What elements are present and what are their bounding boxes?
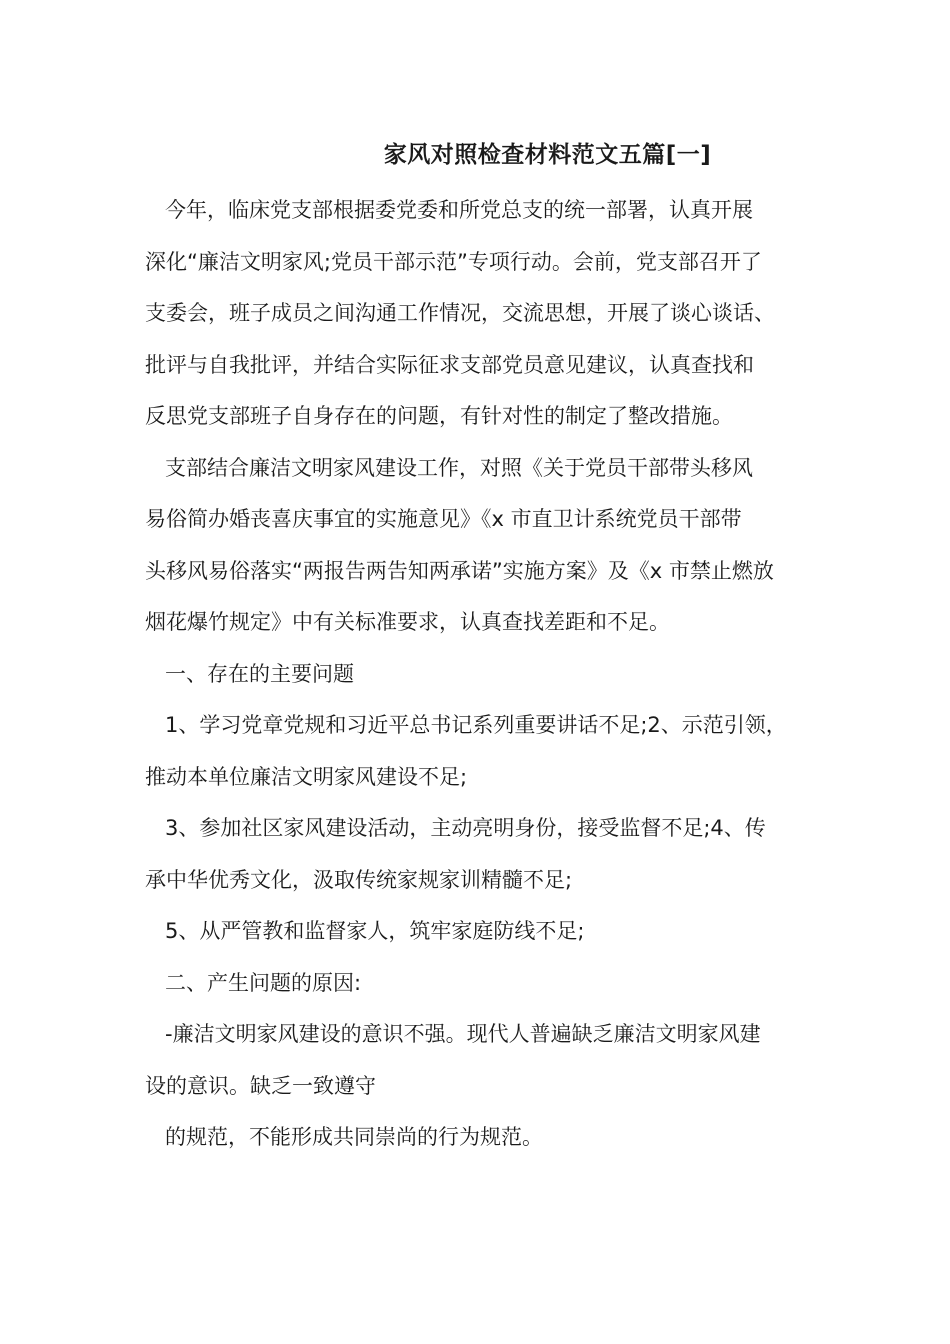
- text-line: 反思党支部班子自身存在的问题，有针对性的制定了整改措施。: [145, 404, 733, 428]
- document-body: [145, 185, 835, 1164]
- section-heading: [145, 958, 835, 1010]
- text-line: 的规范，不能形成共同崇尚的行为规范。: [165, 1125, 543, 1149]
- text-line: 承中华优秀文化，汲取传统家规家训精髓不足;: [145, 867, 573, 892]
- text-line: 推动本单位廉洁文明家风建设不足;: [145, 764, 468, 789]
- text-line: 1、学习党章党规和习近平总书记系列重要讲话不足;2、示范引领，: [165, 713, 787, 737]
- text-line: 支部结合廉洁文明家风建设工作，对照《关于党员干部带头移风: [165, 455, 753, 480]
- text-line: 深化“廉洁文明家风;党员干部示范”专项行动。会前，党支部召开了: [145, 249, 762, 274]
- text-line: 烟花爆竹规定》中有关标准要求，认真查找差距和不足。: [145, 610, 670, 634]
- text-line: 今年，临床党支部根据委党委和所党总支的统一部署，认真开展: [165, 198, 753, 222]
- paragraph: [145, 185, 835, 443]
- paragraph: [145, 443, 835, 649]
- paragraph: [145, 1009, 835, 1112]
- list-item: [145, 700, 835, 803]
- text-line: 易俗简办婚丧喜庆事宜的实施意见》《x 市直卫计系统党员干部带: [145, 507, 742, 531]
- section-heading: [145, 649, 835, 701]
- text-line: 批评与自我批评，并结合实际征求支部党员意见建议，认真查找和: [145, 352, 754, 377]
- text-line: 一、存在的主要问题: [165, 661, 354, 686]
- document-title: 家风对照检查材料范文五篇[一]: [383, 142, 712, 168]
- text-line: 支委会，班子成员之间沟通工作情况，交流思想，开展了谈心谈话、: [145, 301, 775, 325]
- list-item: [145, 906, 835, 958]
- text-line: -廉洁文明家风建设的意识不强。现代人普遍缺乏廉洁文明家风建: [165, 1022, 761, 1046]
- text-line: 二、产生问题的原因:: [165, 970, 362, 995]
- text-line: 设的意识。缺乏一致遵守: [145, 1073, 376, 1098]
- paragraph: [145, 1112, 835, 1164]
- list-item: [145, 803, 835, 906]
- text-line: 头移风易俗落实“两报告两告知两承诺”实施方案》及《x 市禁止燃放: [145, 558, 774, 583]
- text-line: 3、参加社区家风建设活动，主动亮明身份，接受监督不足;4、传: [165, 816, 766, 840]
- text-line: 5、从严管教和监督家人，筑牢家庭防线不足;: [165, 919, 585, 943]
